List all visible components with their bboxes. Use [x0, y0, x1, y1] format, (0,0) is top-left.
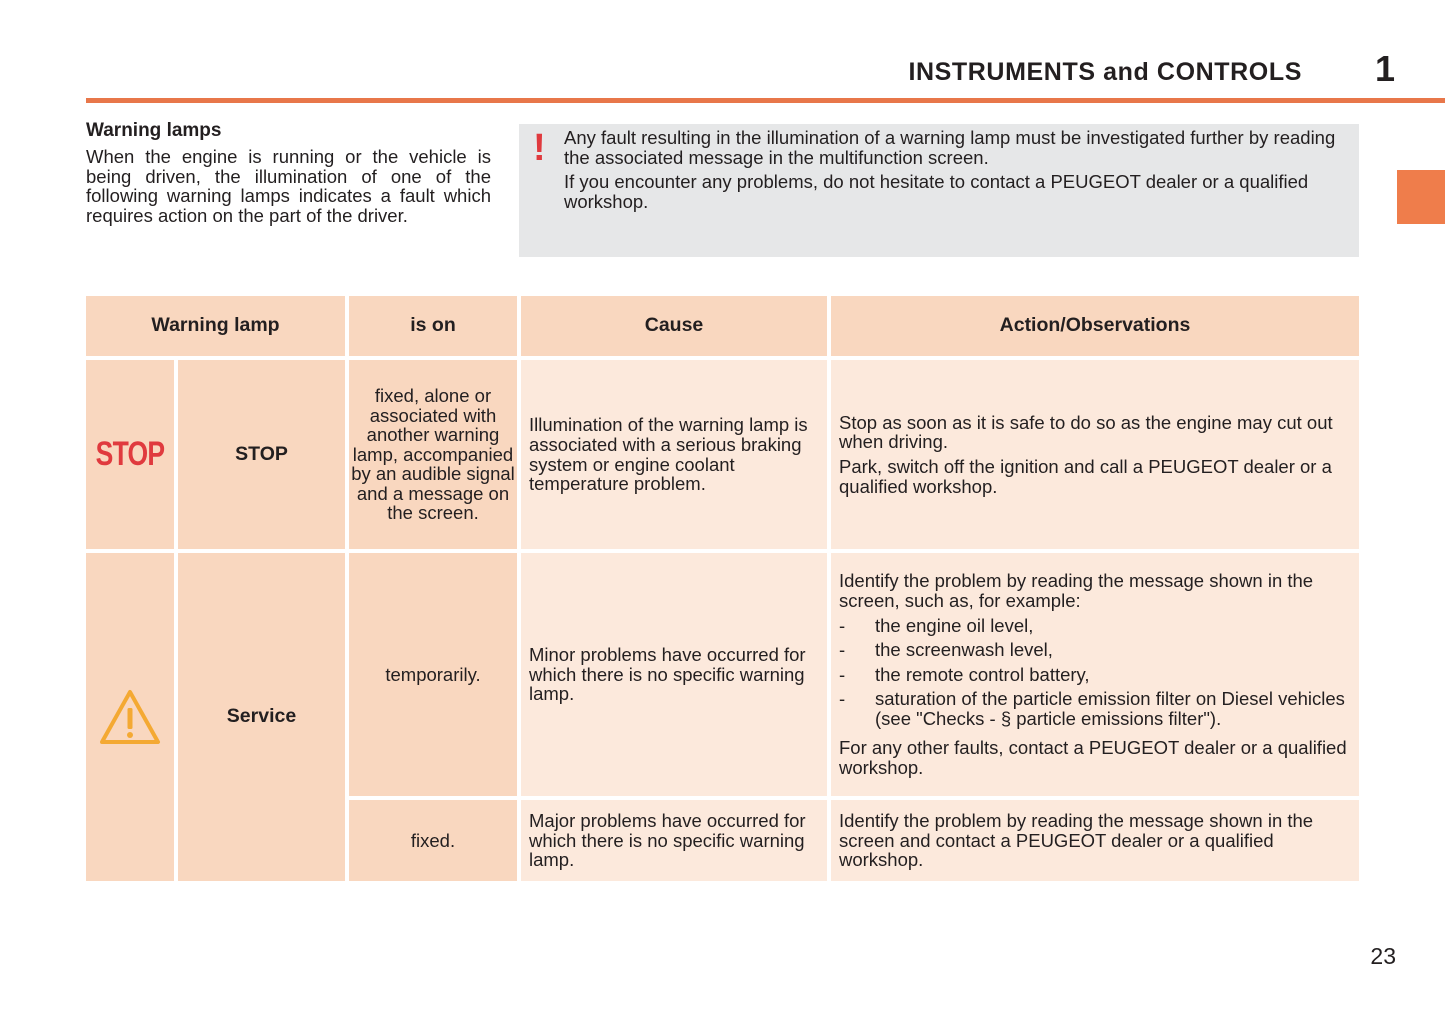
- intro-paragraph: [86, 147, 491, 225]
- stop-icon: STOP: [95, 434, 165, 473]
- service-fixed-is-on: [349, 800, 517, 881]
- stop-action-text: Stop as soon as it is safe to do so as the engine may cut out when driving.: [839, 411, 1333, 453]
- service-temp-cause-text: Minor problems have occurred for which there is no specific warning lamp.: [529, 644, 806, 705]
- service-temp-is-on-text: temporarily.: [385, 663, 481, 685]
- service-temp-action-intro: Identify the problem by reading the message shown in the screen, such as, for example:: [839, 570, 1314, 611]
- notice-paragraph: Any fault resulting in the illumination of a warning lamp must be investigated further by reading the associated message in the multifunction screen.: [564, 127, 1336, 168]
- section-title: Warning lamps: [86, 120, 222, 141]
- bullet-item: - the engine oil level,: [839, 614, 1034, 636]
- service-fixed-cause-text: Major problems have occurred for which there is no specific warning lamp.: [529, 810, 806, 871]
- notice-text: [564, 128, 1352, 216]
- service-temp-bullet-list: [839, 616, 1351, 734]
- exclamation-icon: !: [533, 127, 546, 169]
- stop-action: [831, 360, 1359, 549]
- notice-box: [519, 124, 1359, 257]
- service-temp-is-on: [349, 553, 517, 796]
- stop-action-text: Park, switch off the ignition and call a PEUGEOT dealer or a qualified workshop.: [839, 456, 1332, 497]
- page-number: 23: [1370, 943, 1396, 969]
- chapter-number: 1: [1374, 48, 1396, 89]
- chapter-side-tab: [1397, 170, 1445, 224]
- header-rule: [86, 98, 1445, 103]
- service-temp-action: [831, 553, 1359, 796]
- column-header-warning-lamp: Warning lamp: [86, 296, 345, 356]
- service-temp-action-outro: For any other faults, contact a PEUGEOT dealer or a qualified workshop.: [839, 737, 1347, 779]
- service-lamp-name: Service: [178, 553, 345, 881]
- column-header-cause: Cause: [521, 296, 827, 356]
- stop-cause: [521, 360, 827, 549]
- stop-cause-text: Illumination of the warning lamp is associated with a serious braking system or engine coolant temperature problem.: [529, 414, 808, 495]
- column-header-action: Action/Observations: [831, 296, 1359, 356]
- notice-paragraph: If you encounter any problems, do not hesitate to contact a PEUGEOT dealer or a qualified workshop.: [564, 171, 1309, 212]
- stop-is-on: [349, 360, 517, 549]
- warning-triangle-icon: [98, 688, 162, 746]
- intro-text: When the engine is running or the vehicle is being driven, the illumination of one of the following warning lamps indicates a fault which requires action on the part of the driver.: [86, 146, 491, 226]
- stop-lamp-name: STOP: [178, 360, 345, 549]
- bullet-item: - the remote control battery,: [839, 663, 1090, 685]
- service-fixed-cause: [521, 800, 827, 881]
- stop-icon-cell: [86, 360, 174, 549]
- service-temp-cause: [521, 553, 827, 796]
- service-icon-cell: [86, 553, 174, 881]
- chapter-title: INSTRUMENTS and CONTROLS: [908, 58, 1302, 86]
- service-fixed-action: [831, 800, 1359, 881]
- column-header-is-on: is on: [349, 296, 517, 356]
- stop-is-on-text: fixed, alone or associated with another warning lamp, accompanied by an audible signal and a message on the screen.: [351, 384, 515, 524]
- bullet-item: - saturation of the particle emission filter on Diesel vehicles (see "Checks - § particle emissions filter").: [839, 688, 1345, 729]
- bullet-item: - the screenwash level,: [839, 639, 1053, 661]
- service-fixed-is-on-text: fixed.: [410, 829, 456, 851]
- service-fixed-action-text: Identify the problem by reading the message shown in the screen and contact a PEUGEOT dealer or a qualified workshop.: [839, 810, 1314, 871]
